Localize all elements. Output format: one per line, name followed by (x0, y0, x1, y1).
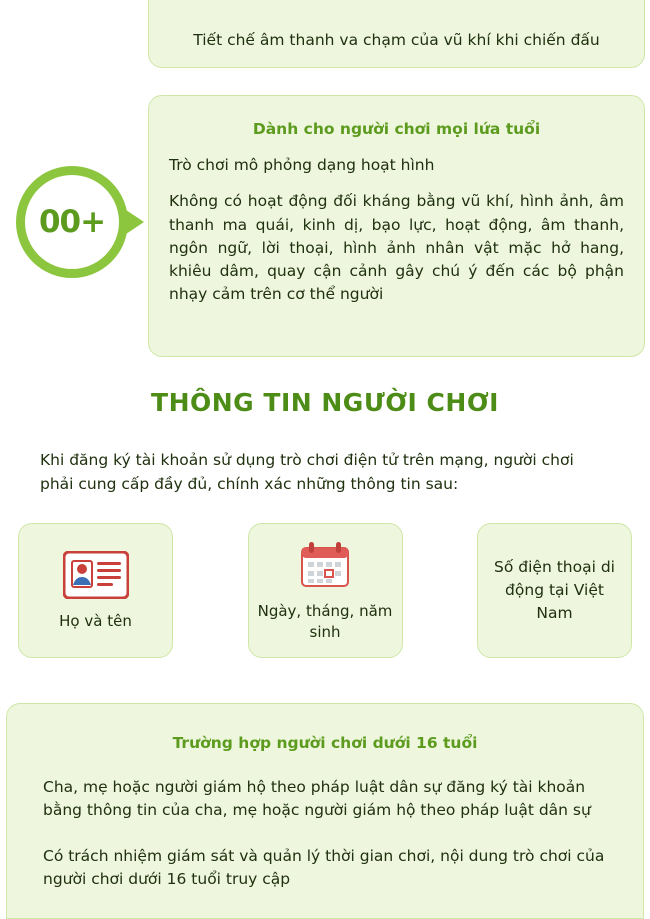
id-card-icon (63, 549, 129, 601)
age-rating-card (148, 95, 645, 357)
under-16-paragraph-1: Cha, mẹ hoặc người giám hộ theo pháp luật dân sự đăng ký tài khoản bằng thông tin của cha, mẹ hoặc người giám hộ theo pháp luật dân sự (43, 778, 591, 820)
age-card-line-1: Trò chơi mô phỏng dạng hoạt hình (169, 156, 435, 174)
section-intro-text: Khi đăng ký tài khoản sử dụng trò chơi điện tử trên mạng, người chơi phải cung cấp đầy đủ, chính xác những thông tin sau: (40, 451, 574, 494)
top-note-card (148, 0, 645, 68)
info-card-phone-number (477, 523, 632, 658)
under-16-card (6, 703, 644, 919)
info-card-birthdate (248, 523, 403, 658)
age-rating-badge (16, 166, 128, 278)
player-info-cards (18, 523, 632, 658)
under-16-paragraph-2: Có trách nhiệm giám sát và quản lý thời gian chơi, nội dung trò chơi của người chơi dưới 16 tuổi truy cập (43, 846, 605, 888)
age-rating-label: 00+ (38, 204, 106, 240)
section-heading: THÔNG TIN NGƯỜI CHƠI (151, 388, 499, 417)
top-note-text: Tiết chế âm thanh va chạm của vũ khí khi chiến đấu (193, 30, 600, 49)
under-16-title: Trường hợp người chơi dưới 16 tuổi (172, 734, 478, 752)
age-card-paragraph: Không có hoạt động đối kháng bằng vũ khí, hình ảnh, âm thanh ma quái, kinh dị, bạo lực, hoạt động, âm thanh, ngôn ngữ, lời thoại, hình ảnh nhân vật mặc hở hang, khiêu dâm, quay cận cảnh gây chú ý đến các bộ phận nhạy cảm trên cơ thể người (169, 192, 624, 304)
age-card-title: Dành cho người chơi mọi lứa tuổi (252, 120, 541, 138)
calendar-icon (299, 539, 351, 591)
info-card-label: Số điện thoại di động tại Việt Nam (494, 557, 615, 623)
info-card-label: Họ và tên (59, 612, 132, 631)
info-card-label: Ngày, tháng, năm sinh (257, 602, 393, 641)
info-card-full-name (18, 523, 173, 658)
